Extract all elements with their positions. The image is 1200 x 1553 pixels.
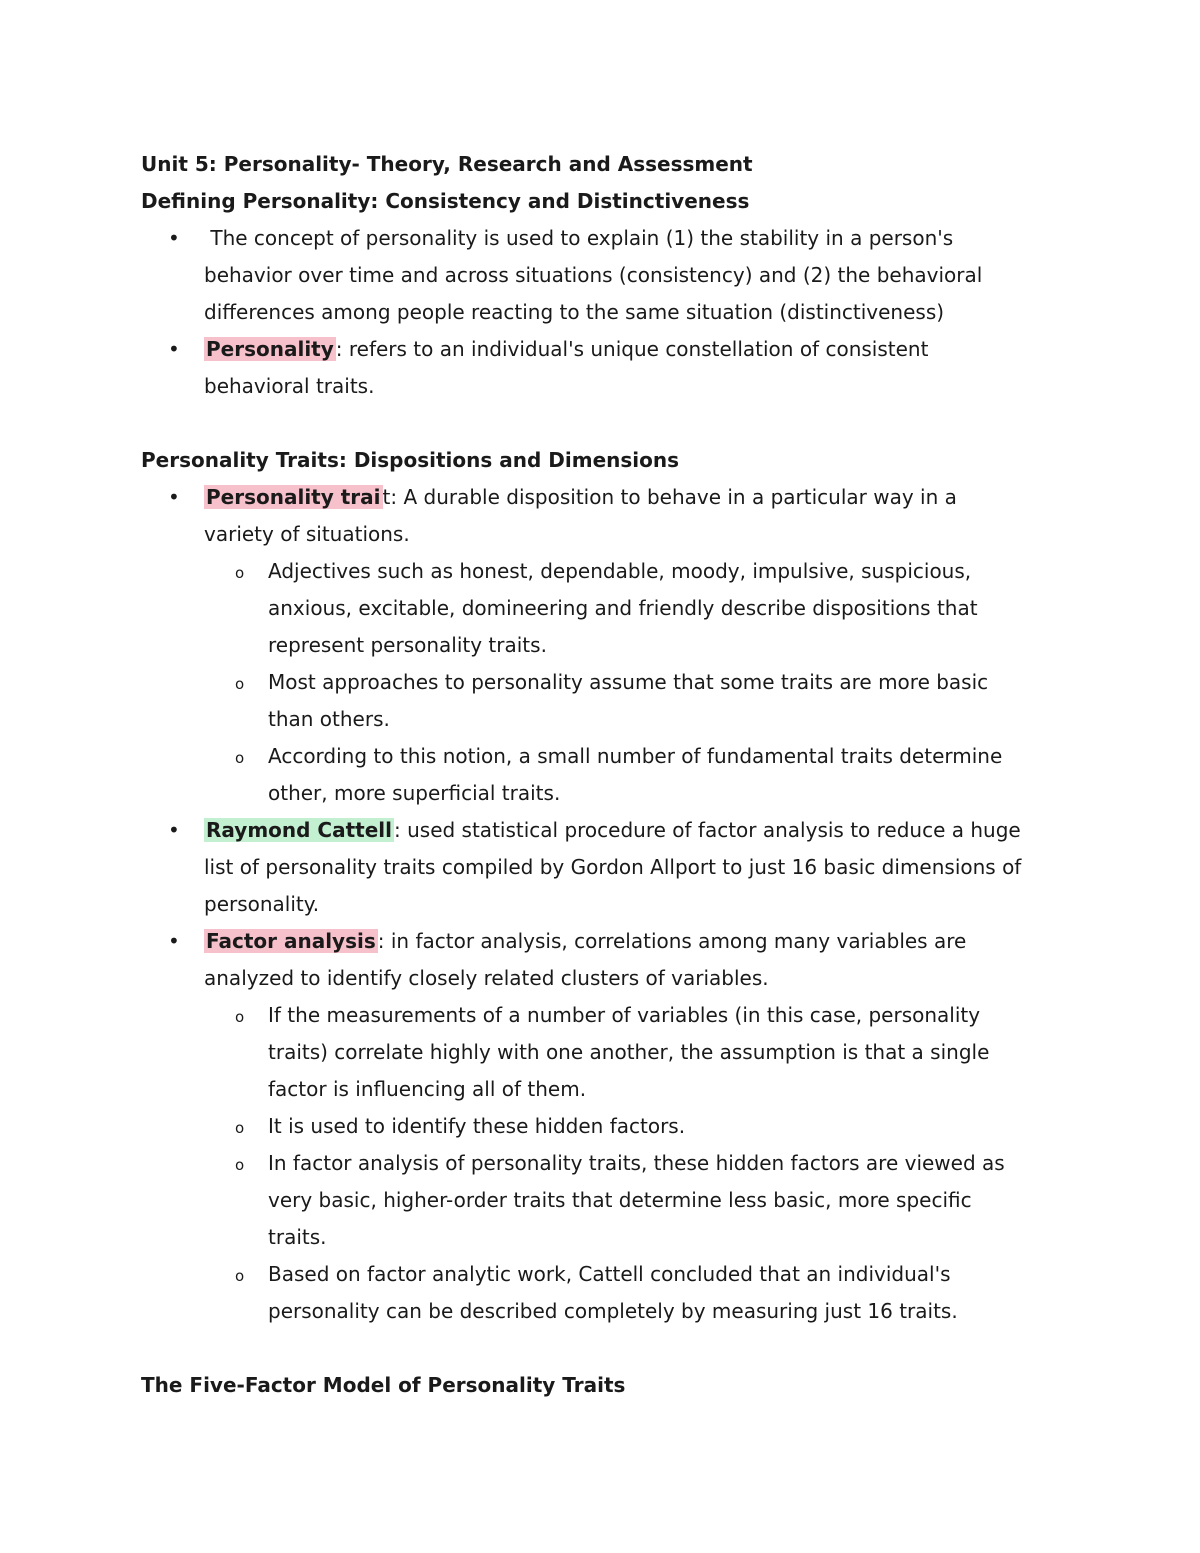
sub-bullet-continuation: than others. bbox=[268, 707, 390, 731]
section-heading-defining-personality: Defining Personality: Consistency and Distinctiveness bbox=[141, 189, 750, 213]
sub-bullet-continuation: factor is influencing all of them. bbox=[268, 1077, 587, 1101]
sub-bullet-icon: o bbox=[235, 1267, 245, 1285]
sub-bullet-icon: o bbox=[235, 675, 245, 693]
bullet-continuation: analyzed to identify closely related clusters of variables. bbox=[204, 966, 769, 990]
sub-bullet-text: According to this notion, a small number of fundamental traits determine bbox=[268, 744, 1003, 768]
sub-bullet-text: Adjectives such as honest, dependable, moody, impulsive, suspicious, bbox=[268, 559, 972, 583]
sub-bullet-icon: o bbox=[235, 1008, 245, 1026]
sub-bullet-item bbox=[141, 997, 1061, 1034]
highlighted-term: Personality bbox=[206, 337, 334, 361]
bullet-continuation: behavior over time and across situations (consistency) and (2) the behavioral bbox=[204, 263, 983, 287]
sub-bullet-item bbox=[141, 553, 1061, 590]
bullet-continuation: list of personality traits compiled by Gordon Allport to just 16 basic dimensions of bbox=[204, 855, 1022, 879]
blank-line bbox=[141, 1330, 1061, 1367]
bullet-item bbox=[141, 812, 1061, 849]
bullet-continuation: behavioral traits. bbox=[204, 374, 375, 398]
bullet-icon: • bbox=[168, 337, 180, 361]
sub-bullet-continuation: traits. bbox=[268, 1225, 327, 1249]
sub-bullet-continuation: other, more superficial traits. bbox=[268, 781, 561, 805]
sub-bullet-icon: o bbox=[235, 1156, 245, 1174]
bullet-item bbox=[141, 220, 1061, 257]
bullet-icon: • bbox=[168, 818, 180, 842]
sub-bullet-continuation: very basic, higher-order traits that determine less basic, more specific bbox=[268, 1188, 972, 1212]
sub-bullet-text: Based on factor analytic work, Cattell concluded that an individual's bbox=[268, 1262, 951, 1286]
sub-bullet-icon: o bbox=[235, 749, 245, 767]
highlighted-term: Factor analysis bbox=[206, 929, 376, 953]
bullet-text: : used statistical procedure of factor analysis to reduce a huge bbox=[394, 818, 1021, 842]
bullet-icon: • bbox=[168, 485, 180, 509]
sub-bullet-item bbox=[141, 664, 1061, 701]
sub-bullet-continuation: represent personality traits. bbox=[268, 633, 547, 657]
bullet-text: The concept of personality is used to explain (1) the stability in a person's bbox=[204, 226, 954, 250]
highlighted-term: Personality trai bbox=[206, 485, 381, 509]
document-page bbox=[141, 146, 1061, 1404]
sub-bullet-continuation: personality can be described completely by measuring just 16 traits. bbox=[268, 1299, 958, 1323]
bullet-icon: • bbox=[168, 929, 180, 953]
bullet-icon: • bbox=[168, 226, 180, 250]
highlighted-person: Raymond Cattell bbox=[206, 818, 392, 842]
sub-bullet-continuation: traits) correlate highly with one another, the assumption is that a single bbox=[268, 1040, 990, 1064]
sub-bullet-text: In factor analysis of personality traits, these hidden factors are viewed as bbox=[268, 1151, 1005, 1175]
bullet-item bbox=[141, 479, 1061, 516]
sub-bullet-text: Most approaches to personality assume that some traits are more basic bbox=[268, 670, 989, 694]
bullet-text: t: A durable disposition to behave in a particular way in a bbox=[382, 485, 957, 509]
sub-bullet-continuation: anxious, excitable, domineering and friendly describe dispositions that bbox=[268, 596, 978, 620]
sub-bullet-item bbox=[141, 738, 1061, 775]
sub-bullet-item bbox=[141, 1256, 1061, 1293]
bullet-continuation: variety of situations. bbox=[204, 522, 410, 546]
bullet-text: : in factor analysis, correlations among many variables are bbox=[377, 929, 967, 953]
sub-bullet-text: It is used to identify these hidden factors. bbox=[268, 1114, 686, 1138]
sub-bullet-icon: o bbox=[235, 1119, 245, 1137]
section-heading-traits: Personality Traits: Dispositions and Dimensions bbox=[141, 448, 680, 472]
sub-bullet-item bbox=[141, 1108, 1061, 1145]
sub-bullet-item bbox=[141, 1145, 1061, 1182]
bullet-item bbox=[141, 923, 1061, 960]
bullet-continuation: differences among people reacting to the same situation (distinctiveness) bbox=[204, 300, 945, 324]
sub-bullet-text: If the measurements of a number of variables (in this case, personality bbox=[268, 1003, 981, 1027]
sub-bullet-icon: o bbox=[235, 564, 245, 582]
bullet-text: : refers to an individual's unique constellation of consistent bbox=[335, 337, 929, 361]
unit-title: Unit 5: Personality- Theory, Research and Assessment bbox=[141, 152, 753, 176]
blank-line bbox=[141, 405, 1061, 442]
bullet-item bbox=[141, 331, 1061, 368]
section-heading-five-factor: The Five-Factor Model of Personality Traits bbox=[141, 1373, 626, 1397]
bullet-continuation: personality. bbox=[204, 892, 320, 916]
